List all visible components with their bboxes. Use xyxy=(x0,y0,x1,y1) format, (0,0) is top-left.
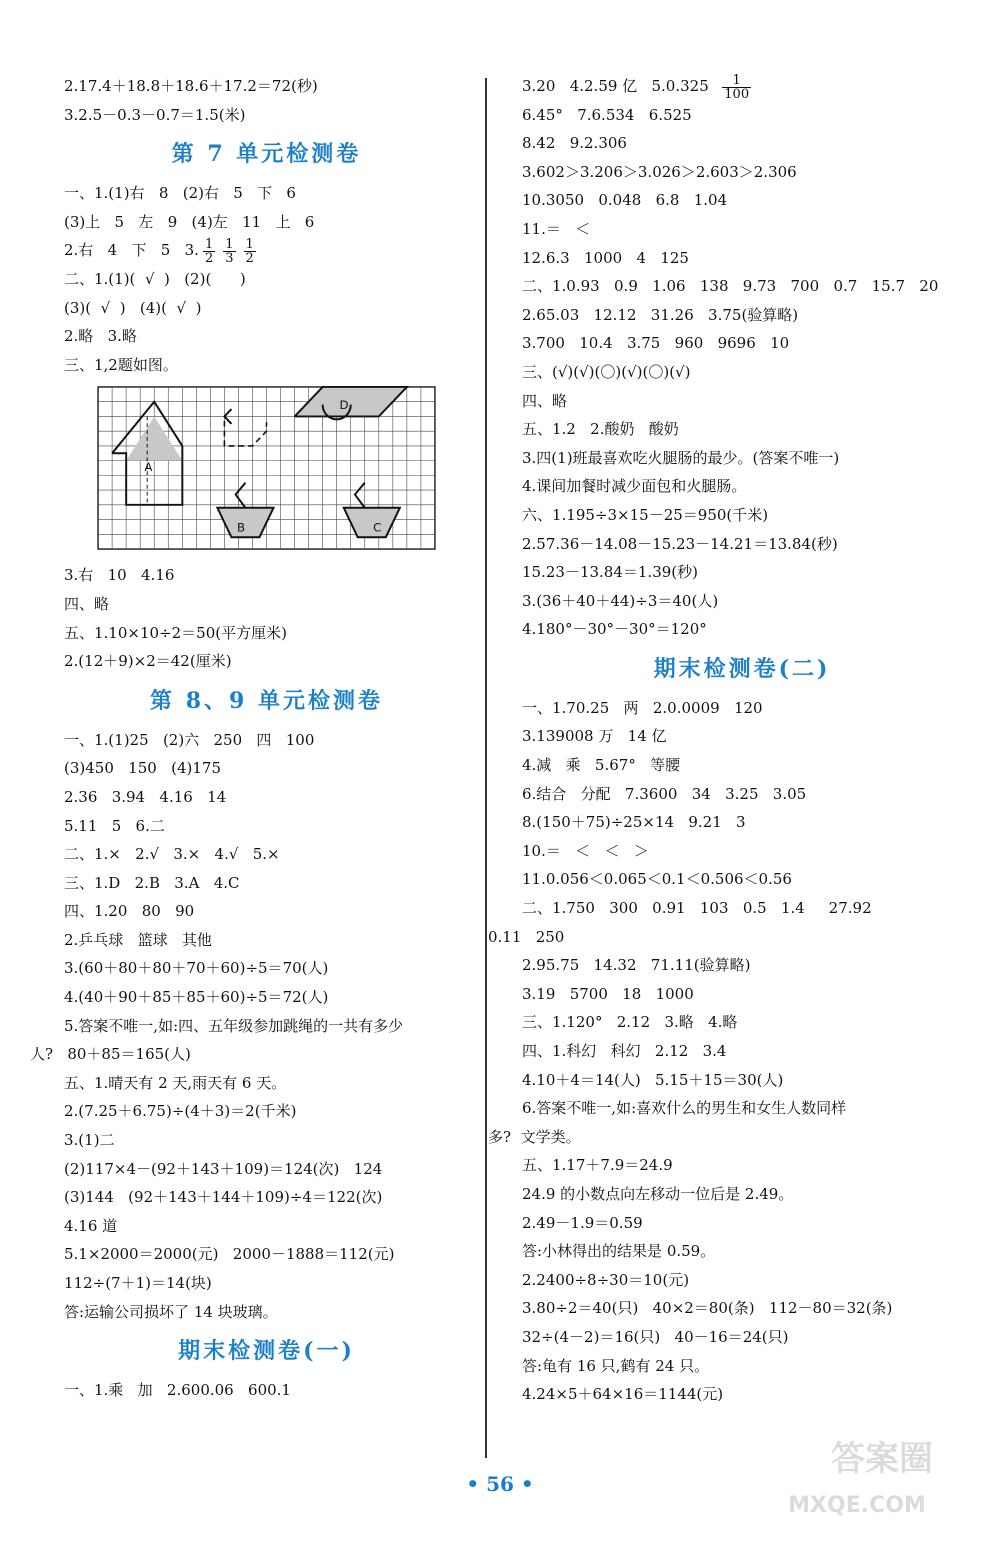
answer-line: 四、1.20 80 90 xyxy=(64,902,195,921)
answer-line: 2.17.4＋18.8＋18.6＋17.2＝72(秒) xyxy=(64,77,318,95)
answer-line: 答:运输公司损坏了 14 块玻璃。 xyxy=(64,1302,278,1321)
answer-line: 答:小林得出的结果是 0.59。 xyxy=(522,1242,716,1261)
answer-line: 3.700 10.4 3.75 960 9696 10 xyxy=(522,334,790,353)
answer-line: 一、1.(1)25 (2)六 250 四 100 xyxy=(64,730,315,749)
answer-line: 6.结合 分配 7.3600 34 3.25 3.05 xyxy=(522,784,807,803)
answer-line: 2.乒乓球 篮球 其他 xyxy=(64,930,212,949)
answer-line: 三、1.120° 2.12 3.略 4.略 xyxy=(522,1013,738,1032)
answer-line: 2.49－1.9＝0.59 xyxy=(522,1213,643,1232)
label-a: A xyxy=(144,460,153,475)
label-c: C xyxy=(373,520,382,535)
answer-line: 一、1.70.25 两 2.0.0009 120 xyxy=(522,698,763,717)
fraction xyxy=(722,74,751,101)
fraction xyxy=(203,238,215,265)
answer-line: 12.6.3 1000 4 125 xyxy=(522,248,689,267)
fraction-numerator: 1 xyxy=(245,236,254,252)
answer-line: 4.180°－30°－30°＝120° xyxy=(522,620,707,639)
answer-line: 10.3050 0.048 6.8 1.04 xyxy=(522,191,728,210)
answer-line: 四、略 xyxy=(522,391,568,410)
answer-line: 一、1.乘 加 2.600.06 600.1 xyxy=(64,1381,291,1400)
fraction-denominator: 2 xyxy=(245,250,254,266)
answer-line: 六、1.195÷3×15－25＝950(千米) xyxy=(522,505,769,524)
answer-line: 24.9 的小数点向左移动一位后是 2.49。 xyxy=(522,1184,794,1203)
label-d: D xyxy=(339,398,349,413)
answer-line: (3)144 (92＋143＋144＋109)÷4＝122(次) xyxy=(64,1188,383,1207)
answer-line: (3)( √ ) (4)( √ ) xyxy=(64,298,202,317)
fraction xyxy=(223,238,235,265)
answer-line-with-fraction xyxy=(522,72,962,101)
page-number: • 56 • xyxy=(466,1472,534,1496)
answer-line: 3.(1)二 xyxy=(64,1131,115,1150)
answer-line: 4.24×5＋64×16＝1144(元) xyxy=(522,1385,724,1404)
answer-line: 2.略 3.略 xyxy=(64,327,137,346)
answer-line: 3.19 5700 18 1000 xyxy=(522,984,694,1003)
answer-line: 2.65.03 12.12 31.26 3.75(验算略) xyxy=(522,305,799,324)
answer-line: (3)上 5 左 9 (4)左 11 上 6 xyxy=(64,212,315,231)
watermark-logo xyxy=(732,1424,982,1524)
answer-line: 4.10＋4＝14(人) 5.15＋15＝30(人) xyxy=(522,1070,784,1089)
answer-line-continued: 人? 80＋85＝165(人) xyxy=(30,1045,191,1064)
answer-line: 3.右 10 4.16 xyxy=(64,566,175,585)
answer-line: 三、(√)(√)(〇)(√)(〇)(√) xyxy=(522,362,691,381)
answer-line: 11.0.056＜0.065＜0.1＜0.506＜0.56 xyxy=(522,870,792,889)
answer-text: 2.右 4 下 5 3. xyxy=(64,241,199,260)
answer-line: 3.(36＋40＋44)÷3＝40(人) xyxy=(522,591,719,610)
section-heading: 第 7 单元检测卷 xyxy=(171,141,362,168)
answer-line: 五、1.10×10÷2＝50(平方厘米) xyxy=(64,623,287,642)
answer-line: 32÷(4－2)＝16(只) 40－16＝24(只) xyxy=(522,1327,789,1346)
answer-line: 6.答案不唯一,如:喜欢什么的男生和女生人数同样 xyxy=(522,1099,847,1118)
answer-line: 4.减 乘 5.67° 等腰 xyxy=(522,756,681,775)
answer-line: 8.(150＋75)÷25×14 9.21 3 xyxy=(522,813,746,832)
left-column xyxy=(30,72,469,1405)
answer-line: 2.57.36－14.08－15.23－14.21＝13.84(秒) xyxy=(522,534,838,553)
answer-line: 二、1.750 300 0.91 103 0.5 1.4 27.92 xyxy=(522,899,872,918)
section-heading: 期末检测卷(一) xyxy=(178,1338,355,1365)
answer-line: 3.602＞3.206＞3.026＞2.603＞2.306 xyxy=(522,162,797,181)
section-heading: 第 8、9 单元检测卷 xyxy=(150,687,383,714)
fraction-numerator: 1 xyxy=(204,236,214,252)
answer-line: 五、1.晴天有 2 天,雨天有 6 天。 xyxy=(64,1073,287,1092)
answer-line: 三、1,2题如图。 xyxy=(64,355,178,374)
answer-line: 5.答案不唯一,如:四、五年级参加跳绳的一共有多少 xyxy=(64,1016,404,1035)
answer-line: 15.23－13.84＝1.39(秒) xyxy=(522,563,698,582)
answer-line: 四、1.科幻 科幻 2.12 3.4 xyxy=(522,1042,727,1060)
answer-line: 11.＝ ＜ xyxy=(522,219,591,238)
answer-line: 5.1×2000＝2000(元) 2000－1888＝112(元) xyxy=(64,1245,395,1264)
answer-line: (3)450 150 (4)175 xyxy=(64,759,221,778)
answer-line: 3.80÷2＝40(只) 40×2＝80(条) 112－80＝32(条) xyxy=(522,1299,893,1318)
right-column xyxy=(488,72,962,1409)
answer-line: 3.139008 万 14 亿 xyxy=(522,727,667,746)
watermark-bottom-text: MXQE.COM xyxy=(788,1493,926,1518)
answer-line: 5.11 5 6.二 xyxy=(64,816,165,835)
answer-line: 4.16 道 xyxy=(64,1216,118,1235)
fraction-numerator: 1 xyxy=(722,74,751,88)
answer-line: 2.(7.25＋6.75)÷(4＋3)＝2(千米) xyxy=(64,1102,297,1121)
answer-line: 五、1.2 2.酸奶 酸奶 xyxy=(522,420,679,439)
answer-line: 3.四(1)班最喜欢吃火腿肠的最少。(答案不唯一) xyxy=(522,448,840,467)
answer-line: 6.45° 7.6.534 6.525 xyxy=(522,105,692,124)
fraction-denominator: 3 xyxy=(225,250,234,266)
answer-line: 二、1.0.93 0.9 1.06 138 9.73 700 0.7 15.7 20 xyxy=(522,277,939,296)
answer-line: 三、1.D 2.B 3.A 4.C xyxy=(64,873,240,892)
answer-line: 10.＝ ＜ ＜ ＞ xyxy=(522,841,649,860)
answer-line-continued: 0.11 250 xyxy=(488,927,565,946)
fraction-numerator: 1 xyxy=(225,236,234,252)
answer-line: 2.(12＋9)×2＝42(厘米) xyxy=(64,652,232,671)
answer-line: 二、1.(1)( √ ) (2)( ) xyxy=(64,269,246,288)
answer-line: 8.42 9.2.306 xyxy=(522,134,627,153)
fraction xyxy=(244,238,256,265)
answer-line: 答:龟有 16 只,鹤有 24 只。 xyxy=(522,1356,710,1375)
answer-line: 112÷(7＋1)＝14(块) xyxy=(64,1274,212,1292)
answer-line: 四、略 xyxy=(64,594,110,613)
watermark-top-text: 答案圈 xyxy=(831,1439,933,1479)
answer-line: 2.36 3.94 4.16 14 xyxy=(64,787,227,806)
grid-figure xyxy=(94,385,439,551)
answer-line: 五、1.17＋7.9＝24.9 xyxy=(522,1156,673,1175)
section-heading: 期末检测卷(二) xyxy=(653,655,831,682)
answer-line: 一、1.(1)右 8 (2)右 5 下 6 xyxy=(64,184,296,203)
answer-line: 二、1.× 2.√ 3.× 4.√ 5.× xyxy=(64,845,280,864)
answer-line-with-fraction xyxy=(64,236,469,265)
fraction-denominator: 2 xyxy=(204,250,214,266)
fraction-denominator: 100 xyxy=(724,86,750,102)
answer-line: (2)117×4－(92＋143＋109)＝124(次) 124 xyxy=(64,1159,383,1178)
answer-line: 4.(40＋90＋85＋85＋60)÷5＝72(人) xyxy=(64,988,329,1007)
answer-line: 3.(60＋80＋80＋70＋60)÷5＝70(人) xyxy=(64,959,329,978)
answer-line: 3.2.5－0.3－0.7＝1.5(米) xyxy=(64,105,246,124)
answer-line: 2.95.75 14.32 71.11(验算略) xyxy=(522,956,751,975)
answer-line: 2.2400÷8÷30＝10(元) xyxy=(522,1270,690,1289)
column-divider xyxy=(485,78,487,1458)
answer-line: 4.课间加餐时减少面包和火腿肠。 xyxy=(522,477,747,496)
answer-line-continued: 多? 文学类。 xyxy=(488,1127,581,1146)
answer-text: 3.20 4.2.59 亿 5.0.325 xyxy=(522,77,719,95)
label-b: B xyxy=(237,520,246,535)
